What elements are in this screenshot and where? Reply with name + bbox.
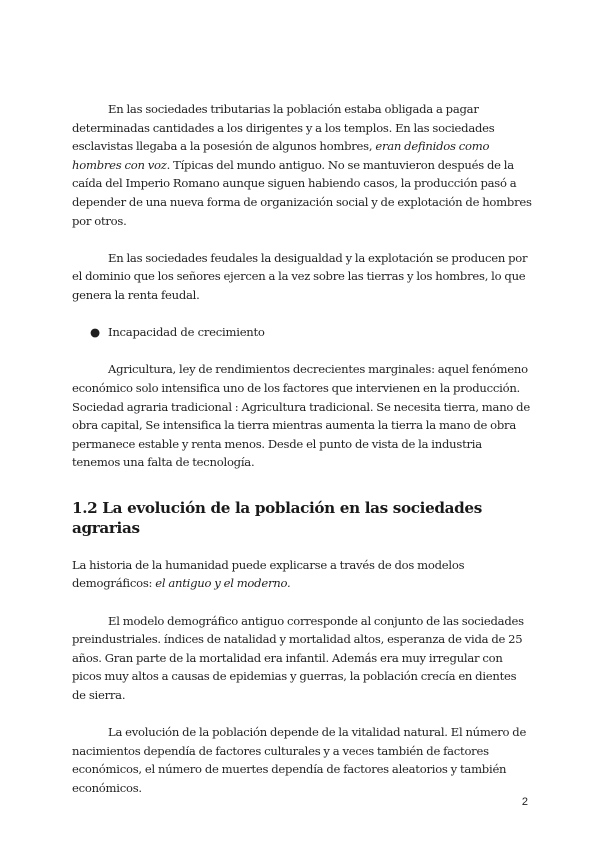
bullet-dot-icon: ●	[90, 325, 101, 340]
paragraph-agriculture: Agricultura, ley de rendimientos decrecientes marginales: aquel fenómeno económico solo intensifica uno de los factores que intervienen en la producción. Sociedad agraria tradicional : Agricultura tradicional. Se necesita tierra, mano de obra capital, Se intensifica la tierra mientras aumenta la tierra la mano de obra permanece estable y renta menos. Desde el punto de vista de la industria tenemos una falta de tecnología.	[72, 362, 530, 470]
paragraph-text: En las sociedades tributarias la población estaba obligada a pagar determinadas cantidades a los dirigentes y a los templos. En las sociedades esclavistas llegaba a la posesión de algunos hombres,	[72, 102, 495, 154]
paragraph-demographic-models	[72, 556, 532, 593]
spacer	[72, 305, 532, 324]
paragraph-ancient-model: El modelo demográfico antiguo corresponde al conjunto de las sociedades preindustriales. índices de natalidad y mortalidad altos, esperanza de vida de 25 años. Gran parte de la mortalidad era infantil. Además era muy irregular con picos muy altos a causas de epidemias y guerras, la población crecía en dientes de sierra.	[72, 613, 524, 703]
paragraph-text: . Típicas del mundo antiguo. No se mantuvieron después de la caída del Imperio Romano aunque siguen habiendo casos, la producción pasó a depender de una nueva forma de organización social y de explotación de hombres por otros.	[72, 157, 532, 228]
paragraph-population-evolution: La evolución de la población depende de la vitalidad natural. El número de nacimientos dependía de factores culturales y a veces también de factores económicos, el número de muertes dependía de factores aleatorios y también económicos.	[72, 725, 527, 795]
italic-phrase: eran definidos como hombres con voz	[72, 139, 490, 172]
section-heading: 1.2 La evolución de la población en las sociedades agrarias	[72, 498, 482, 537]
spacer	[72, 705, 532, 724]
spacer	[72, 538, 532, 556]
page-number: 2	[521, 796, 528, 808]
bullet-item	[72, 323, 532, 342]
bullet-text: Incapacidad de crecimiento	[108, 325, 265, 340]
document-page	[72, 100, 532, 798]
spacer	[72, 342, 532, 361]
paragraph-tributary-societies	[72, 100, 532, 230]
spacer	[72, 230, 532, 249]
paragraph-text: La historia de la humanidad puede explicarse a través de dos modelos demográficos:	[72, 557, 465, 591]
italic-phrase: el antiguo y el moderno.	[155, 576, 291, 591]
paragraph-feudal-societies: En las sociedades feudales la desigualdad y la explotación se producen por el dominio que los señores ejercen a la vez sobre las tierras y los hombres, lo que genera la renta feudal.	[72, 250, 528, 302]
spacer	[72, 593, 532, 612]
spacer	[72, 472, 532, 498]
